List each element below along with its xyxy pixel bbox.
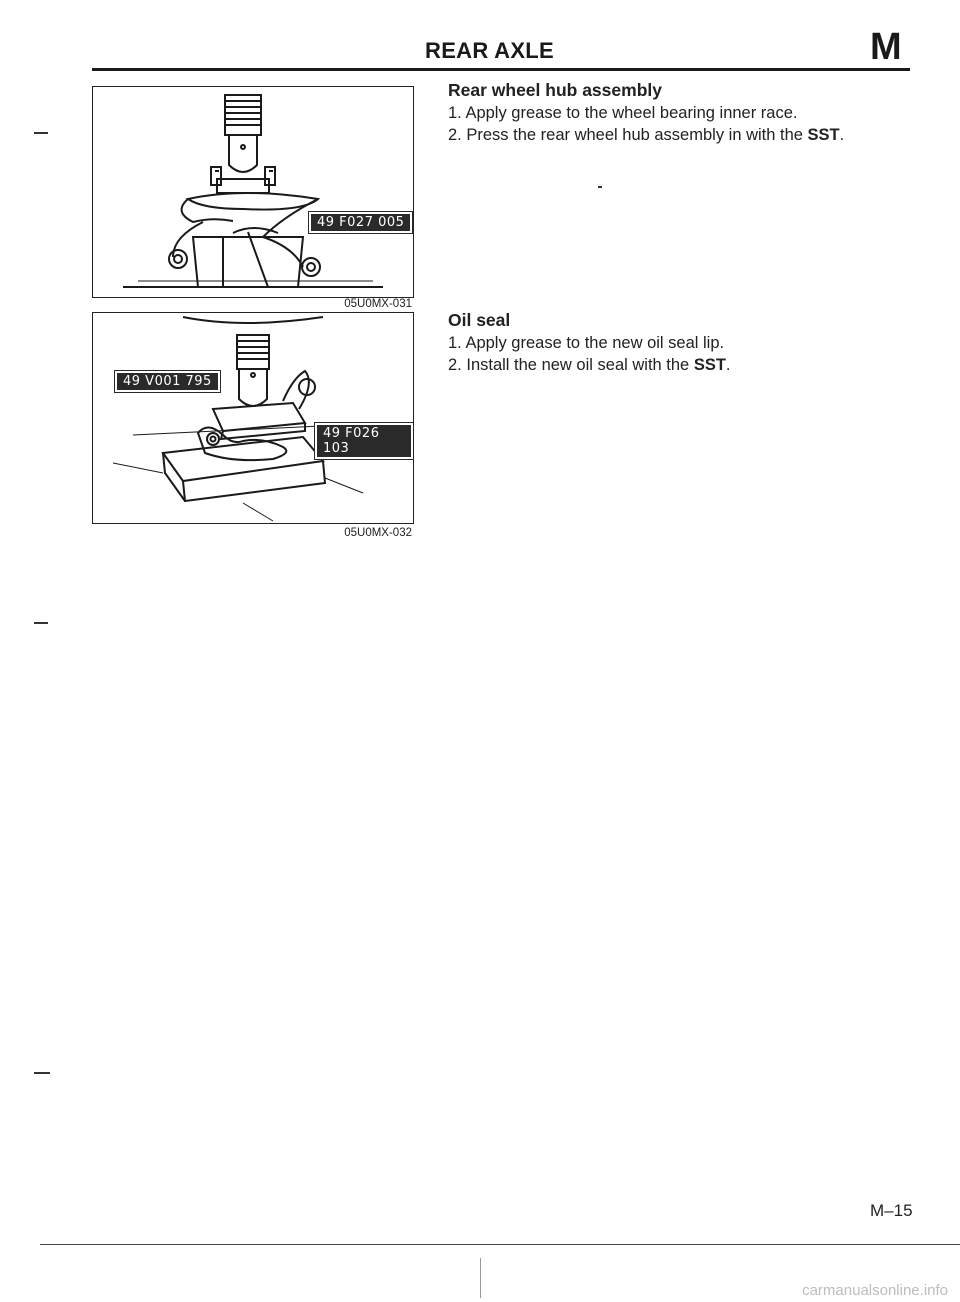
header-rule	[92, 68, 910, 71]
step-item: 1. Apply grease to the new oil seal lip.	[448, 334, 725, 352]
step-item: 2. Press the rear wheel hub assembly in with the SST.	[448, 126, 845, 144]
margin-mark	[34, 132, 48, 134]
watermark: carmanualsonline.info	[802, 1282, 948, 1299]
footer-rule	[40, 1244, 960, 1245]
step-item: 2. Install the new oil seal with the SST.	[448, 356, 731, 374]
step-item: 1. Apply grease to the wheel bearing inner race.	[448, 104, 798, 122]
sst-tag: 49 F027 005	[309, 212, 412, 233]
figure-oil-seal-install	[92, 312, 414, 524]
margin-mark	[34, 622, 48, 624]
page-title: REAR AXLE	[425, 38, 555, 63]
figure-caption: 05U0MX-032	[344, 527, 412, 539]
section-heading: Rear wheel hub assembly	[448, 80, 662, 100]
oil-seal-illustration	[93, 313, 413, 523]
sst-emphasis: SST	[807, 126, 840, 144]
margin-mark	[34, 1072, 50, 1074]
section-letter: M	[870, 26, 902, 68]
sst-emphasis: SST	[693, 356, 726, 374]
figure-caption: 05U0MX-031	[344, 298, 412, 310]
section-oil-seal	[448, 310, 731, 377]
figure-hub-press	[92, 86, 414, 298]
binding-mark	[480, 1258, 481, 1298]
sst-tag: 49 V001 795	[115, 371, 220, 392]
speck-mark	[598, 186, 602, 188]
section-heading: Oil seal	[448, 310, 511, 330]
sst-tag: 49 F026 103	[315, 423, 413, 459]
section-rear-wheel-hub	[448, 80, 844, 147]
page-number: M–15	[870, 1201, 913, 1220]
hub-press-illustration	[93, 87, 413, 297]
